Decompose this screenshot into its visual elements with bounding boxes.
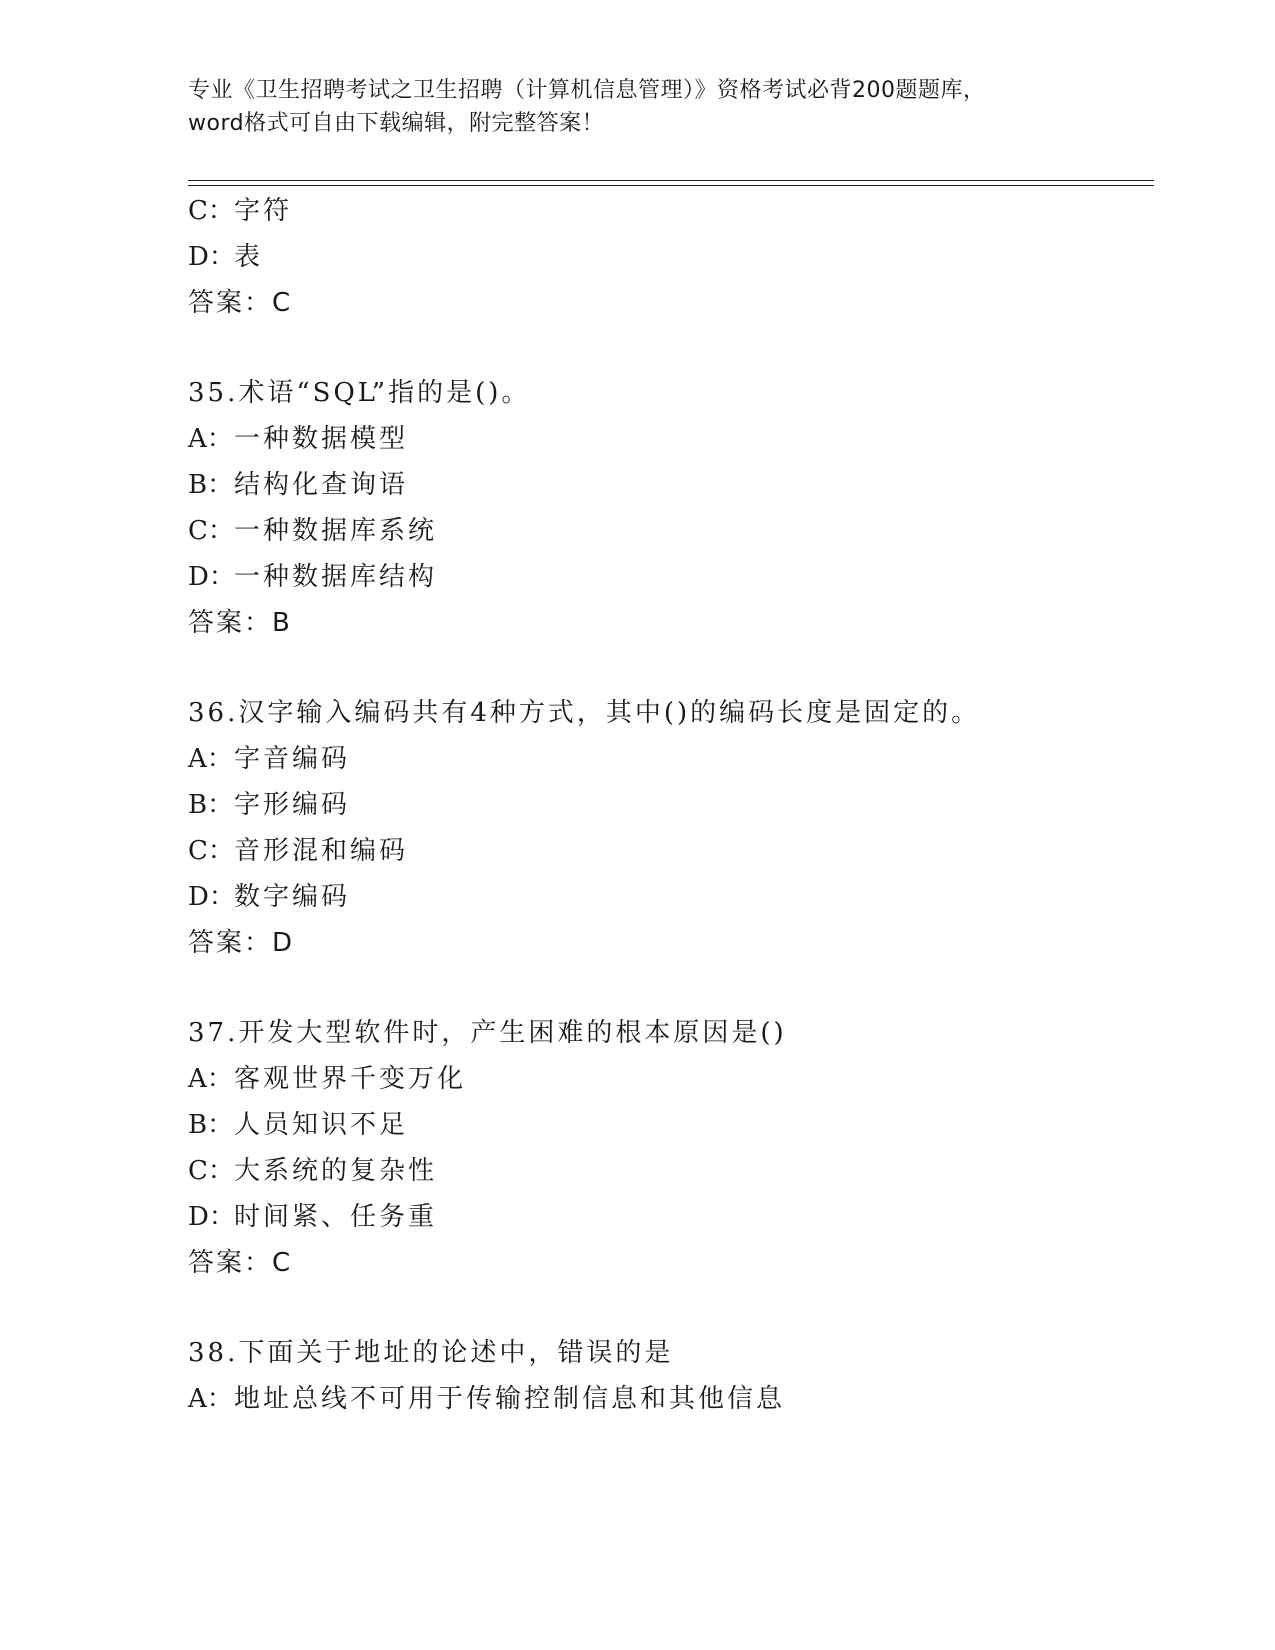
option-letter: D：	[188, 562, 235, 592]
question-35	[188, 370, 1148, 646]
option-text: 大系统的复杂性	[234, 1156, 438, 1186]
header-title-line-2: word格式可自由下载编辑，附完整答案！	[188, 111, 605, 136]
document-header	[188, 74, 1088, 140]
question-38	[188, 1330, 1148, 1422]
question-36	[188, 690, 1148, 966]
option-text: 一种数据模型	[234, 424, 409, 454]
header-divider-bottom	[188, 185, 1154, 186]
option-letter: C：	[188, 196, 234, 226]
option-text: 一种数据库系统	[234, 516, 438, 546]
question-37	[188, 1010, 1148, 1286]
option-b	[188, 1102, 1148, 1148]
option-d	[188, 1194, 1148, 1240]
option-b	[188, 782, 1148, 828]
option-text: 字形编码	[234, 790, 351, 820]
option-letter: D：	[188, 242, 235, 272]
option-letter: A：	[188, 1064, 233, 1094]
option-text: 一种数据库结构	[234, 562, 438, 592]
option-letter: A：	[188, 1384, 233, 1414]
option-text: 表	[234, 242, 264, 272]
spacer	[188, 1286, 1148, 1330]
option-letter: A：	[188, 744, 233, 774]
option-letter: D：	[188, 1202, 235, 1232]
option-letter: B：	[188, 470, 234, 500]
option-c	[188, 828, 1148, 874]
option-letter: D：	[188, 882, 235, 912]
option-c	[188, 1148, 1148, 1194]
option-d	[188, 234, 1148, 280]
answer-line: 答案：C	[188, 1248, 293, 1278]
answer-line: 答案：C	[188, 288, 293, 318]
option-text: 地址总线不可用于传输控制信息和其他信息	[234, 1384, 786, 1414]
option-text: 时间紧、任务重	[234, 1202, 438, 1232]
question-stem: 37.开发大型软件时，产生困难的根本原因是()	[188, 1018, 787, 1048]
question-stem: 35.术语“SQL”指的是()。	[188, 378, 531, 408]
option-text: 音形混和编码	[234, 836, 409, 866]
option-c	[188, 508, 1148, 554]
option-letter: C：	[188, 516, 234, 546]
option-text: 人员知识不足	[234, 1110, 409, 1140]
answer-line: 答案：B	[188, 608, 292, 638]
option-letter: C：	[188, 1156, 234, 1186]
question-34-tail	[188, 188, 1148, 326]
spacer	[188, 646, 1148, 690]
option-a	[188, 1376, 1148, 1422]
option-letter: C：	[188, 836, 234, 866]
option-d	[188, 874, 1148, 920]
option-text: 字音编码	[234, 744, 351, 774]
option-text: 客观世界千变万化	[234, 1064, 467, 1094]
option-text: 结构化查询语	[234, 470, 409, 500]
option-b	[188, 462, 1148, 508]
question-stem: 36.汉字输入编码共有4种方式，其中()的编码长度是固定的。	[188, 698, 981, 728]
header-divider-top	[188, 180, 1154, 181]
question-stem: 38.下面关于地址的论述中，错误的是	[188, 1338, 674, 1368]
option-letter: A：	[188, 424, 233, 454]
option-d	[188, 554, 1148, 600]
spacer	[188, 966, 1148, 1010]
option-a	[188, 736, 1148, 782]
option-a	[188, 1056, 1148, 1102]
option-text: 数字编码	[234, 882, 351, 912]
option-c	[188, 188, 1148, 234]
header-title-line-1: 专业《卫生招聘考试之卫生招聘（计算机信息管理）》资格考试必背200题题库，	[188, 78, 986, 103]
option-text: 字符	[234, 196, 293, 226]
option-a	[188, 416, 1148, 462]
spacer	[188, 326, 1148, 370]
answer-line: 答案：D	[188, 928, 295, 958]
option-letter: B：	[188, 1110, 234, 1140]
question-list	[188, 188, 1148, 1422]
option-letter: B：	[188, 790, 234, 820]
